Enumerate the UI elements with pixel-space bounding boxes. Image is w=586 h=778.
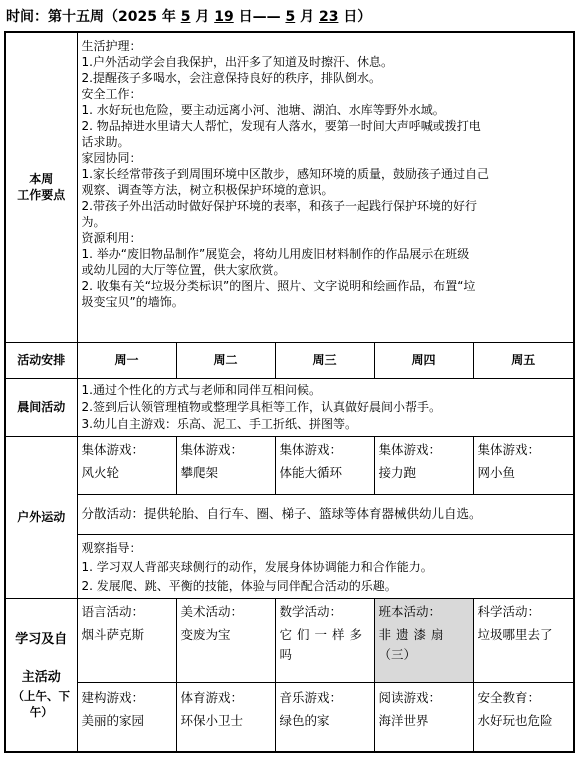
outdoor-game-cell xyxy=(473,436,574,494)
day-wednesday: 周三 xyxy=(275,342,374,378)
morning-label: 晨间活动 xyxy=(5,378,77,436)
learning-cell xyxy=(77,598,176,682)
activity-type: 语言活动： xyxy=(81,603,145,619)
month-label: 月 xyxy=(195,9,210,25)
game-type: 集体游戏： xyxy=(279,441,343,457)
game-name: 攀爬架 xyxy=(180,464,219,480)
activity-type: 建构游戏： xyxy=(81,689,145,705)
morning-row xyxy=(5,378,574,436)
activity-name: 非遗漆扇 xyxy=(378,626,449,642)
activity-type: 美术活动： xyxy=(180,603,244,619)
game-name: 接力跑 xyxy=(378,464,417,480)
outdoor-game-cell xyxy=(77,436,176,494)
focus-label-line-2: 工作要点 xyxy=(17,188,66,203)
focus-line: 1. 水好玩也危险，要主动远离小河、池塘、湖泊、水库等野外水域。 xyxy=(81,103,445,117)
morning-line: 3.幼儿自主游戏：乐高、泥工、手工折纸、拼图等。 xyxy=(81,416,357,431)
learning-cell xyxy=(473,682,574,752)
activity-type: 数学活动： xyxy=(279,603,343,619)
learning-label-line: 主活动 xyxy=(21,669,61,685)
morning-content xyxy=(77,378,574,436)
activity-name: 水好玩也危险 xyxy=(477,712,553,728)
learning-label xyxy=(5,598,77,752)
game-name: 体能大循环 xyxy=(279,464,343,480)
game-type: 集体游戏： xyxy=(378,441,442,457)
focus-line: 1.家长经常带孩子到周围环境中区散步，感知环境的质量，鼓励孩子通过自己 xyxy=(81,167,489,181)
schedule-label: 活动安排 xyxy=(5,342,77,378)
focus-line: 2. 物品掉进水里请大人帮忙，发现有人落水，要第一时间大声呼喊或拨打电 xyxy=(81,119,481,133)
day-separator: 日—— xyxy=(238,9,281,25)
game-type: 集体游戏： xyxy=(81,441,145,457)
day-friday: 周五 xyxy=(473,342,574,378)
schedule-row xyxy=(5,342,574,378)
game-name: 风火轮 xyxy=(81,464,120,480)
focus-line: 安全工作： xyxy=(81,87,142,101)
day-monday: 周一 xyxy=(77,342,176,378)
weekly-plan-table xyxy=(4,31,575,753)
outdoor-game-cell xyxy=(275,436,374,494)
day-tuesday: 周二 xyxy=(176,342,275,378)
learning-cell xyxy=(275,598,374,682)
guide-line: 1. 学习双人背部夹球侧行的动作，发展身体协调能力和合作能力。 xyxy=(81,559,433,574)
activity-type: 班本活动： xyxy=(378,603,442,619)
focus-line: 2. 收集有关“垃圾分类标识”的图片、照片、文字说明和绘画作品，布置“垃 xyxy=(81,279,476,293)
activity-name: 变废为宝 xyxy=(180,626,231,642)
learning-label-line: 学习及自 xyxy=(15,631,68,647)
day-thursday: 周四 xyxy=(374,342,473,378)
learning-cell xyxy=(77,682,176,752)
activity-name: 海洋世界 xyxy=(378,712,429,728)
focus-line: 观察、调查等方法，树立积极保护环境的意识。 xyxy=(81,183,334,197)
outdoor-game-cell xyxy=(176,436,275,494)
activity-name: 绿色的家 xyxy=(279,712,330,728)
month-label-2: 月 xyxy=(300,9,315,25)
learning-label-line: （上午、下 xyxy=(12,688,70,703)
activity-type: 体育游戏： xyxy=(180,689,244,705)
morning-line: 2.签到后认领管理植物或整理学具柜等工作，认真做好晨间小帮手。 xyxy=(81,399,441,414)
focus-line: 话求助。 xyxy=(81,135,130,149)
start-month: 5 xyxy=(180,9,191,25)
learning-cell xyxy=(374,682,473,752)
activity-type: 阅读游戏： xyxy=(378,689,442,705)
focus-line: 生活护理： xyxy=(81,39,142,53)
activity-type: 安全教育： xyxy=(477,689,541,705)
activity-name-cont: （三） xyxy=(378,646,417,662)
start-day: 19 xyxy=(214,9,234,25)
outdoor-label: 户外运动 xyxy=(5,436,77,598)
activity-type: 科学活动： xyxy=(477,603,541,619)
activity-name: 烟斗萨克斯 xyxy=(81,626,145,642)
morning-line: 1.通过个性化的方式与老师和同伴互相问候。 xyxy=(81,382,321,397)
week-title-prefix: 时间：第十五周（2025 年 xyxy=(6,9,176,25)
focus-line: 1.户外活动学会自我保护，出汗多了知道及时擦汗、休息。 xyxy=(81,55,393,69)
activity-name: 环保小卫士 xyxy=(180,712,244,728)
game-type: 集体游戏： xyxy=(477,441,541,457)
learning-cell xyxy=(473,598,574,682)
game-name: 网小鱼 xyxy=(477,464,516,480)
focus-line: 或幼儿园的大厅等位置，供大家欣赏。 xyxy=(81,263,286,277)
outdoor-guide-row xyxy=(5,534,574,598)
focus-content xyxy=(77,32,574,342)
game-type: 集体游戏： xyxy=(180,441,244,457)
outdoor-guide xyxy=(77,534,574,598)
learning-row-1 xyxy=(5,598,574,682)
outdoor-game-cell xyxy=(374,436,473,494)
focus-label-line-1: 本周 xyxy=(29,172,54,187)
outdoor-games-row xyxy=(5,436,574,494)
week-title-suffix: 日） xyxy=(343,9,372,25)
learning-cell xyxy=(176,682,275,752)
focus-line: 2.提醒孩子多喝水，会注意保持良好的秩序，排队倒水。 xyxy=(81,71,381,85)
focus-row xyxy=(5,32,574,342)
focus-line: 2.带孩子外出活动时做好保护环境的表率，和孩子一起践行保护环境的好行 xyxy=(81,199,477,213)
focus-label xyxy=(5,32,77,342)
focus-line: 为。 xyxy=(81,215,106,229)
end-day: 23 xyxy=(318,9,339,25)
learning-cell xyxy=(176,598,275,682)
end-month: 5 xyxy=(285,9,296,25)
focus-line: 家园协同： xyxy=(81,151,142,165)
guide-title: 观察指导： xyxy=(81,540,142,555)
learning-cell xyxy=(275,682,374,752)
learning-row-2 xyxy=(5,682,574,752)
outdoor-group-row xyxy=(5,494,574,534)
week-title xyxy=(6,6,371,26)
activity-type: 音乐游戏： xyxy=(279,689,343,705)
focus-line: 圾变宝贝”的墙饰。 xyxy=(81,295,184,309)
activity-name-cont: 吗 xyxy=(279,646,293,662)
outdoor-group-activity: 分散活动：提供轮胎、自行车、圈、梯子、篮球等体育器械供幼儿自选。 xyxy=(77,494,574,534)
focus-line: 资源利用： xyxy=(81,231,142,245)
activity-name: 垃圾哪里去了 xyxy=(477,626,553,642)
activity-name: 美丽的家园 xyxy=(81,712,145,728)
activity-name: 它们一样多 xyxy=(279,626,368,642)
learning-cell-highlight xyxy=(374,598,473,682)
guide-line: 2. 发展爬、跳、平衡的技能，体验与同伴配合活动的乐趣。 xyxy=(81,578,397,593)
focus-line: 1. 举办“废旧物品制作”展览会，将幼儿用废旧材料制作的作品展示在班级 xyxy=(81,247,470,261)
learning-label-line: 午） xyxy=(29,704,53,719)
